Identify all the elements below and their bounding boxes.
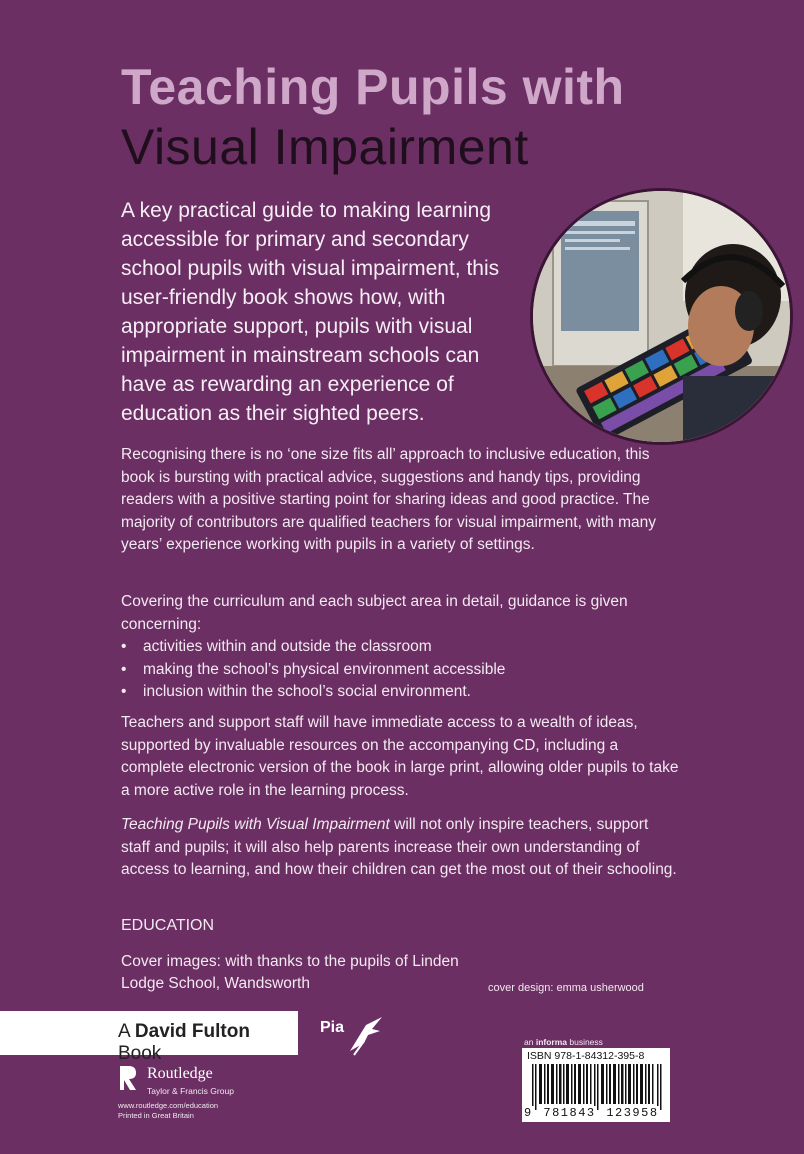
book-title-italic: Teaching Pupils with Visual Impairment [121, 816, 390, 833]
list-item: • inclusion within the school’s social environment. [121, 681, 681, 704]
routledge-group: Taylor & Francis Group [147, 1086, 234, 1096]
description-paragraph-3: Teachers and support staff will have immediate access to a wealth of ideas, supported by invaluable resources on the accompanying CD, including a complete electronic version of the book in large print, allowing older pupils to take a more active role in the learning process. [121, 714, 679, 799]
pia-bird-icon [320, 1013, 390, 1057]
routledge-name: Routledge [147, 1065, 213, 1082]
printed-in: Printed in Great Britain [118, 1111, 194, 1120]
pupil-at-computer-image [533, 191, 790, 442]
publisher-url: www.routledge.com/education [118, 1101, 219, 1110]
title-line-1: Teaching Pupils with [121, 59, 625, 115]
cover-photo [530, 188, 793, 445]
routledge-logo-block [118, 1064, 318, 1124]
guidance-list [121, 636, 681, 704]
imprint-text: A David Fulton Book [118, 1021, 250, 1064]
david-fulton-imprint-band [0, 1011, 298, 1064]
subject-category: EDUCATION [121, 917, 215, 934]
cover-image-credit: Cover images: with thanks to the pupils of Linden Lodge School, Wandsworth [121, 953, 459, 992]
ean-digits: 9 781843 123958 [524, 1106, 659, 1120]
barcode-bars [532, 1064, 664, 1110]
title-line-2: Visual Impairment [121, 119, 529, 175]
cover-designer-credit: cover design: emma usherwood [488, 982, 644, 994]
informa-business-label: an informa business [524, 1037, 603, 1047]
description-paragraph-4: Teaching Pupils with Visual Impairment will not only inspire teachers, support staff and pupils; it will also help parents increase their own understanding of access to learning, and how their children can get the most out of their schooling. [121, 816, 677, 878]
isbn-barcode [522, 1048, 670, 1122]
list-item: • activities within and outside the classroom [121, 636, 681, 659]
pia-logo: Pia [320, 1013, 390, 1057]
list-item: • making the school’s physical environment accessible [121, 659, 681, 682]
description-paragraph-1: Recognising there is no ‘one size fits all’ approach to inclusive education, this book is bursting with practical advice, suggestions and handy tips, providing readers with a positive starting point for sharing ideas and good practice. The majority of contributors are qualified teachers for visual impairment, with many years’ experience working with pupils in a variety of settings. [121, 446, 656, 553]
description-paragraph-2: Covering the curriculum and each subject area in detail, guidance is given concerning: • activities within and outside the classroom • making the school’s physical environment accessible • inclusion within the school’s social environment. [121, 591, 681, 704]
intro-blurb: A key practical guide to making learning accessible for primary and secondary school pupils with visual impairment, this user-friendly book shows how, with appropriate support, pupils with visual impairment in mainstream schools can have as rewarding an experience of education as their sighted peers. [121, 199, 500, 425]
isbn-number: ISBN 978-1-84312-395-8 [527, 1050, 645, 1062]
routledge-r-icon [118, 1064, 138, 1098]
